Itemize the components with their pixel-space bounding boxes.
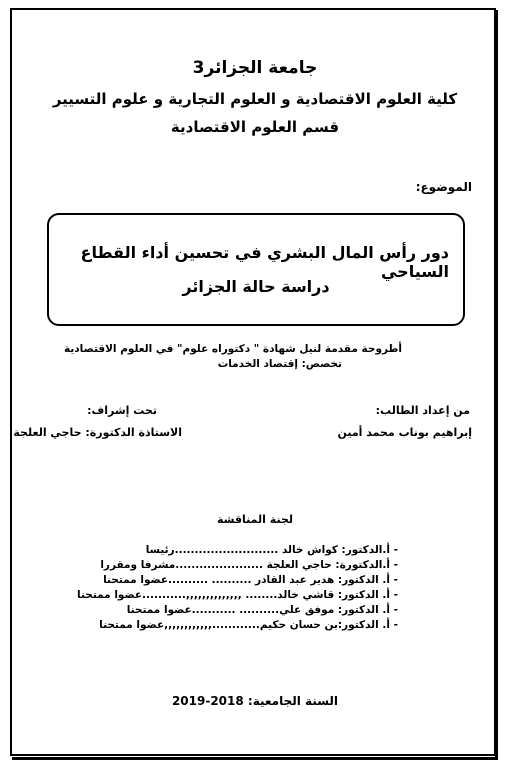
supervisor-label: تحت إشراف: [87, 404, 157, 417]
jury-member-4: - أ. الدكتور: قاشي خالد........ ,,,,,,,,,,,,,,...........عضوا ممتحنا [77, 589, 398, 601]
thesis-title-box [47, 213, 465, 326]
student-name: إبراهيم بوناب محمد أمين [337, 426, 472, 439]
specialization: تخصص: إقتصاد الخدمات [217, 358, 342, 370]
university-name: جامعة الجزائر3 [192, 58, 318, 78]
thesis-title-line2: دراسة حالة الجزائر [182, 277, 330, 296]
jury-title: لجنة المناقشة [216, 513, 293, 526]
department-name: قسم العلوم الاقتصادية [170, 118, 340, 136]
subject-label: الموضوع: [415, 180, 472, 194]
academic-year: السنة الجامعية: 2018-2019 [171, 694, 339, 708]
jury-member-1: - أ.الدكتور: كواش خالد ..........................رئيسا [145, 544, 398, 556]
jury-member-6: - أ. الدكتور:بن حسان حكيم............,,,,,,,,,,,,عضوا ممتحنا [99, 619, 398, 631]
jury-member-3: - أ. الدكتور: هدير عبد القادر .......... ..........عضوا ممتحنا [103, 574, 398, 586]
thesis-title-line1: دور رأس المال البشري في تحسين أداء القطاع السياحي [80, 243, 449, 281]
faculty-name: كلية العلوم الاقتصادية و العلوم التجارية و علوم التسيير [52, 90, 458, 108]
student-label: من إعداد الطالب: [375, 404, 470, 417]
thesis-description: أطروحة مقدمة لنيل شهادة " دكتوراه علوم" في العلوم الاقتصادية [63, 343, 402, 355]
supervisor-name: الاستاذة الدكتورة: حاجي العلجة [13, 426, 182, 439]
jury-member-2: - أ.الدكتورة: حاجي العلجة ......................مشرفا ومقررا [100, 559, 398, 571]
jury-member-5: - أ. الدكتور: موفق علي.......... ...........عضوا ممتحنا [126, 604, 398, 616]
